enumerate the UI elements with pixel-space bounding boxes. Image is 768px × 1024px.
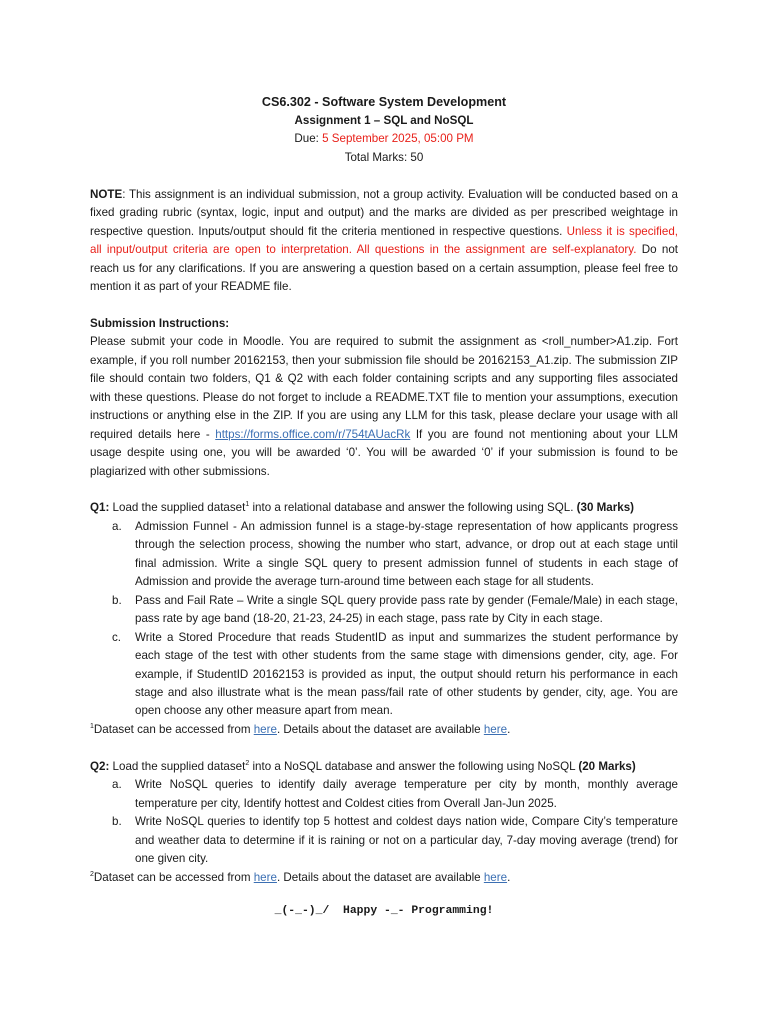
document-page bbox=[90, 92, 678, 920]
q2-footnote: $^2$Dataset can be accessed from here. Details about the dataset are available here. bbox=[90, 870, 511, 884]
q2-label: Q2: bbox=[90, 759, 110, 773]
q2-item-b: b. Write NoSQL queries to identify top 5 hottest and coldest days nation wide, Compare City’s temperature and weather data to determine if it is raining or not on a particular day, 7-day moving average (trend) for one given city. bbox=[112, 815, 678, 866]
q1-item-b: b. Pass and Fail Rate – Write a single SQL query provide pass rate by gender (Female/Male) in each stage, pass rate by age band (18-20, 21-23, 24-25) in each stage, pass rate by City in each stage. bbox=[112, 593, 678, 626]
q1-label: Q1: bbox=[90, 501, 110, 515]
q1-footnote: $^1$Dataset can be accessed from here. Details about the dataset are available here. bbox=[90, 722, 511, 736]
q2-intro: Q2: Load the supplied dataset$^2$ into a NoSQL database and answer the following using NoSQL (20 Marks) bbox=[90, 759, 636, 773]
q1-dataset-link[interactable]: here bbox=[253, 722, 277, 736]
llm-form-link[interactable]: https://forms.office.com/r/754tAUacRk bbox=[215, 427, 411, 441]
submission-paragraph: Please submit your code in Moodle. You are required to submit the assignment as <roll_number>A1.zip. Fort example, if you roll number 20162153, then your submission file should be 20162153_A1.zip. The submission ZIP file should contain two folders, Q1 & Q2 with each folder containing scripts and any supporting files associated with these questions. Please do not forget to include a README.TXT file to mention your assumptions, execution instructions or anything else in the ZIP. If you are using any LLM for this task, please declare your usage with all required details here - https://forms.office.com/r/754tAUacRk If you are found not mentioning about your LLM usage despite using one, you will be awarded ‘0’. You will be awarded ‘0’ if your submission is found to be plagiarized with other submissions. bbox=[90, 335, 678, 478]
q1-item-a: a. Admission Funnel - An admission funnel is a stage-by-stage representation of how applicants progress through the selection process, showing the number who start, advance, or drop out at each stage until final admission. Write a single SQL query to present admission funnel of students in each stage of Admission and provide the average turn-around time between each stage for all students. bbox=[112, 519, 678, 589]
q1-dataset-details-link[interactable]: here bbox=[483, 722, 508, 736]
q2-dataset-link[interactable]: here bbox=[253, 870, 277, 884]
course-title: CS6.302 - Software System Development bbox=[261, 95, 507, 109]
q1-intro: Q1: Load the supplied dataset$^1$ into a relational database and answer the following using SQL. (30 Marks) bbox=[90, 501, 635, 515]
q2-item-a: a. Write NoSQL queries to identify daily average temperature per city by month, monthly average temperature per city, Identify hottest and Coldest cities from Overall Jan-Jun 2025. bbox=[112, 778, 678, 810]
q1-item-c: c. Write a Stored Procedure that reads StudentID as input and summarizes the student performance by each stage of the test with other students from the same stage with dimensions gender, city, age. For example, if StudentID 20162153 is provided as input, the output should return his performance in each stage and also illustrate what is the mean pass/fail rate of other students by gender, city, age. You are open choose any other measure apart from mean. bbox=[112, 630, 678, 718]
q1-marks: (30 Marks) bbox=[576, 501, 635, 515]
assignment-title: Assignment 1 – SQL and NoSQL bbox=[294, 114, 474, 127]
note-paragraph: NOTE: This assignment is an individual submission, not a group activity. Evaluation will be conducted based on a fixed grading rubric (syntax, logic, input and output) and the marks are divided as per prescribed weightage in respective question. Inputs/output should fit the criteria mentioned in respective questions. Unless it is specified, all input/output criteria are open to interpretation. All questions in the assignment are self-explanatory. Do not reach us for any clarifications. If you are answering a question based on a certain assumption, please feel free to mention it as part of your README file. bbox=[90, 187, 678, 294]
q2-marks: (20 Marks) bbox=[578, 759, 636, 773]
closing-message: _(-_-)_/ Happy -_- Programming! bbox=[274, 904, 494, 917]
note-label: NOTE bbox=[90, 187, 123, 201]
submission-heading: Submission Instructions: bbox=[90, 316, 230, 330]
due-date-value: 5 September 2025, 05:00 PM bbox=[322, 132, 474, 146]
due-date-line bbox=[90, 130, 678, 148]
q2-dataset-details-link[interactable]: here bbox=[483, 870, 508, 884]
note-warning: Unless it is specified, all input/output criteria are open to interpretation. All questions in the assignment are self-explanatory. bbox=[90, 224, 678, 257]
total-marks: Total Marks: 50 bbox=[344, 150, 424, 164]
due-label: Due: bbox=[294, 132, 323, 146]
